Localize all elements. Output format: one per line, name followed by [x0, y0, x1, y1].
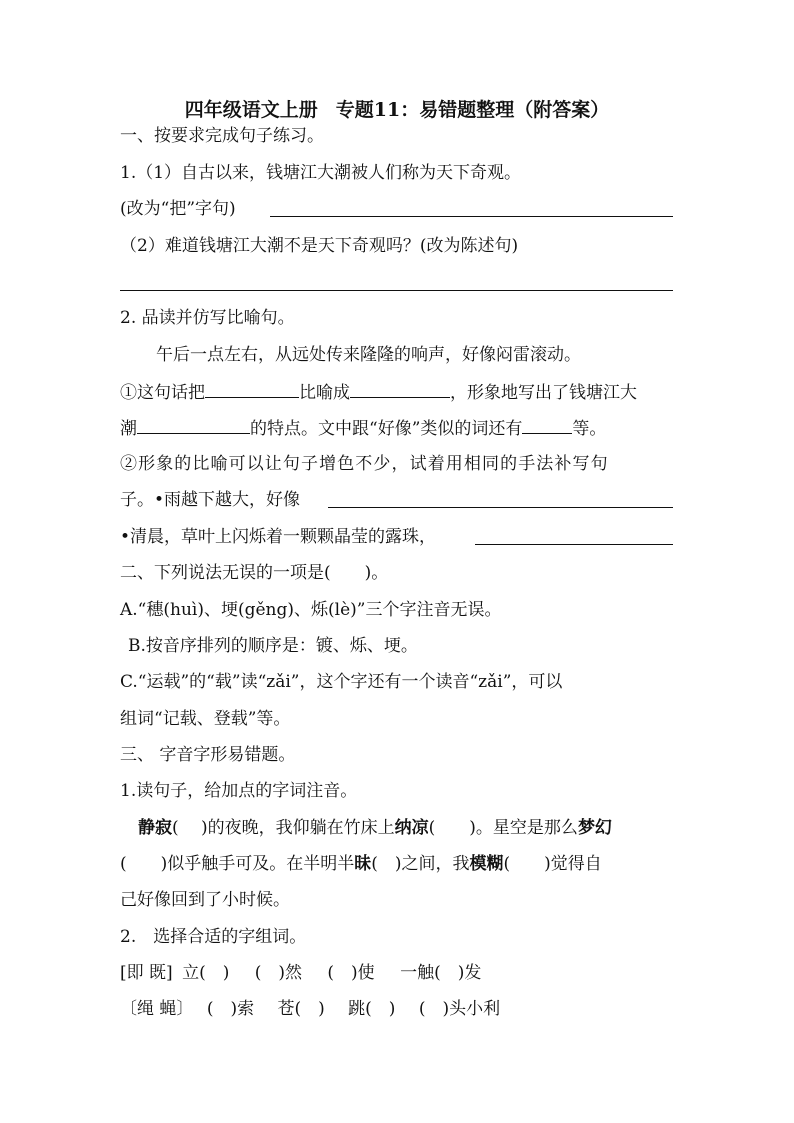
fill-item[interactable]: ( )头小利	[418, 999, 501, 1019]
fill-item[interactable]: ( )然	[254, 963, 303, 983]
blank-similar-word[interactable]	[522, 416, 572, 434]
fill-item[interactable]: 跳( )	[348, 999, 396, 1019]
s3-text3: ( )似乎触手可及。在半明半	[120, 854, 355, 874]
q2-l1c: ，形象地写出了钱塘江大	[450, 383, 637, 403]
q2-line5	[120, 526, 436, 548]
blank-feature[interactable]	[137, 416, 250, 434]
q2-line3: ②形象的比喻可以让句子增色不少，试着用相同的手法补写句	[120, 454, 609, 474]
char-group-sheng: 〔绳 蝇〕	[120, 999, 194, 1019]
s3-q1-line1	[138, 817, 612, 839]
section1-heading: 一、按要求完成句子练习。	[120, 126, 324, 146]
fill-item[interactable]: 一触( )发	[400, 963, 482, 983]
option-a: A.“穗(huì)、埂(gěng)、烁(lè)”三个字注音无误。	[120, 600, 502, 620]
word-mei: 昧	[354, 854, 372, 874]
word-jingji: 静寂	[138, 818, 172, 838]
char-group-ji: [即 既]	[120, 963, 173, 983]
word-mohu: 模糊	[469, 854, 504, 874]
s3-q1-line2	[120, 853, 602, 875]
q1-answer-line-1[interactable]	[270, 216, 673, 217]
q2-l1a: ①这句话把	[120, 383, 205, 403]
option-c-line2: 组词“记载、登载”等。	[120, 709, 291, 729]
s3-text4: ( )之间，我	[371, 854, 470, 874]
section2-heading: 二、下列说法无误的一项是( )。	[120, 563, 389, 583]
q2-quote: 午后一点左右，从远处传来隆隆的响声，好像闷雷滚动。	[156, 345, 581, 365]
choice-row-2	[120, 998, 500, 1020]
q1-line2	[120, 198, 236, 220]
q2-blank-line-1	[120, 380, 637, 404]
q2-line4	[120, 489, 300, 511]
title-grade: 四年级语文上册	[184, 99, 318, 121]
q2-blank-line-2	[120, 416, 606, 440]
option-b: B.按音序排列的顺序是：镀、烁、埂。	[128, 636, 418, 656]
page-title	[0, 97, 794, 123]
fill-item[interactable]: 立( )	[182, 963, 230, 983]
fill-item[interactable]: 苍( )	[277, 999, 325, 1019]
q1-line2-label: (改为“把”字句)	[120, 199, 236, 219]
section3-heading: 三、 字音字形易错题。	[120, 745, 296, 765]
title-topic: 专题11：易错题整理（附答案）	[335, 99, 610, 121]
q2-answer-rain[interactable]	[328, 507, 673, 508]
q2-answer-dew[interactable]	[475, 544, 673, 545]
blank-subject[interactable]	[205, 380, 299, 398]
choice-row-1	[120, 962, 481, 984]
q2-l1b: 比喻成	[299, 383, 350, 403]
word-naliang: 纳凉	[394, 818, 429, 838]
s3-q2-heading: 2. 选择合适的字组词。	[120, 927, 307, 947]
q2-l2a: 潮	[120, 419, 137, 439]
q1-line3: （2）难道钱塘江大潮不是天下奇观吗？(改为陈述句)	[120, 236, 519, 256]
blank-object[interactable]	[350, 380, 450, 398]
q1-line1: 1.（1）自古以来，钱塘江大潮被人们称为天下奇观。	[120, 163, 522, 183]
q1-answer-line-2[interactable]	[120, 290, 673, 291]
s3-text2: ( )。星空是那么	[428, 818, 578, 838]
s3-text5: ( )觉得自	[503, 854, 602, 874]
s3-text1: ( )的夜晚，我仰躺在竹床上	[172, 818, 395, 838]
q2-l4: 子。•雨越下越大，好像	[120, 490, 301, 510]
s3-q1-heading: 1.读句子，给加点的字词注音。	[120, 781, 358, 801]
fill-item[interactable]: ( )使	[327, 963, 375, 983]
q2-heading: 2. 品读并仿写比喻句。	[120, 308, 295, 328]
q2-l5: •清晨，草叶上闪烁着一颗颗晶莹的露珠，	[120, 527, 437, 547]
s3-q1-line3: 己好像回到了小时候。	[120, 890, 290, 910]
q2-l2c: 等。	[572, 419, 607, 439]
q2-l2b: 的特点。文中跟“好像”类似的词还有	[250, 419, 523, 439]
fill-item[interactable]: ( )索	[206, 999, 255, 1019]
word-menghuan: 梦幻	[577, 818, 612, 838]
option-c-line1: C.“运载”的“载”读“zǎi”，这个字还有一个读音“zǎi”，可以	[120, 672, 563, 692]
